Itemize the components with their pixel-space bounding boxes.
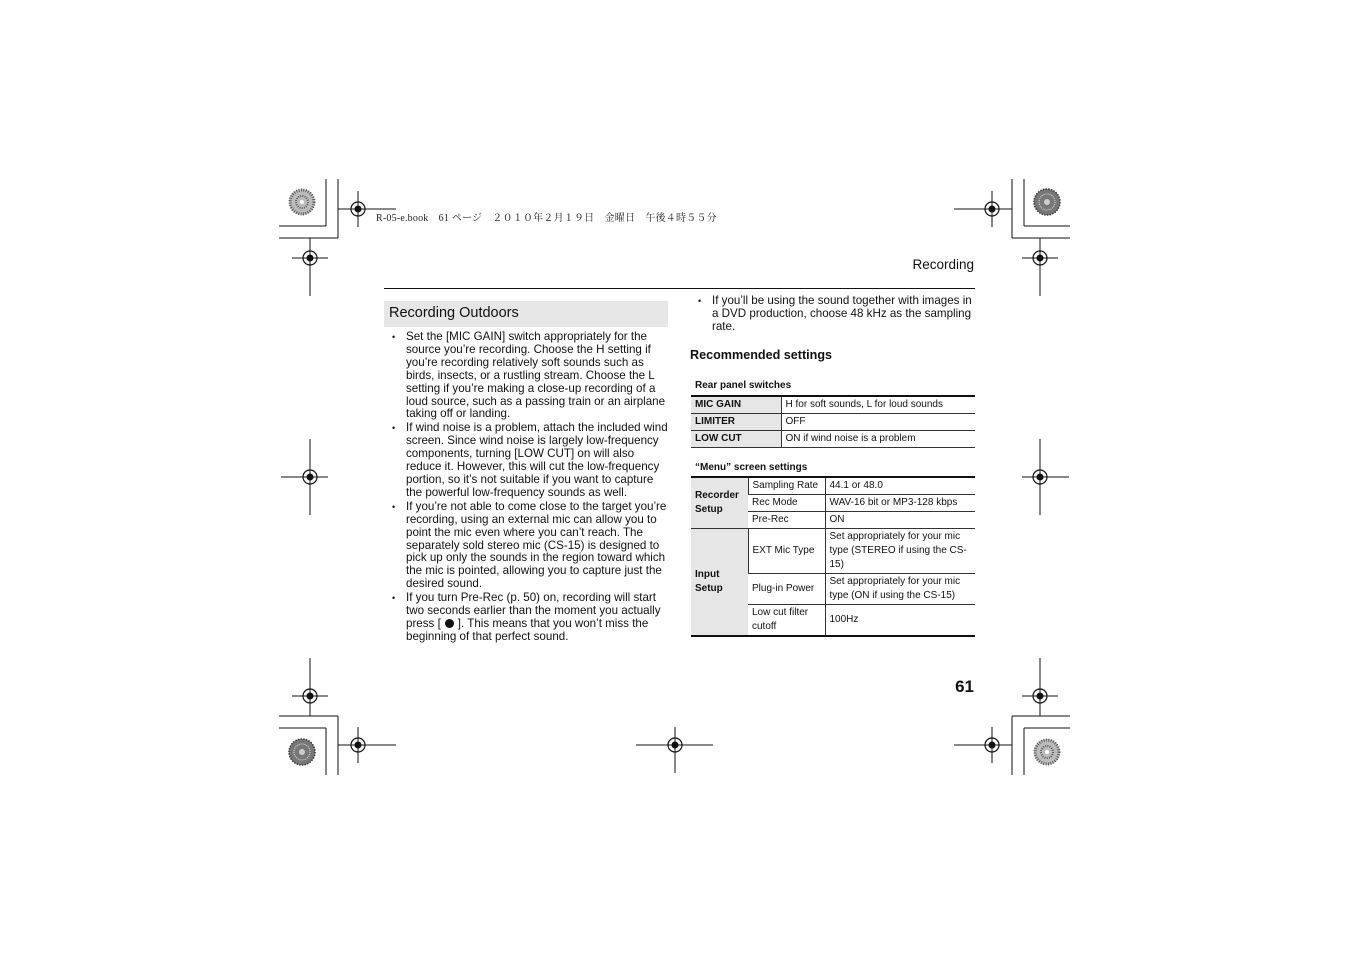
menu-settings-table	[691, 476, 975, 637]
header-rule	[384, 288, 975, 289]
table-value: 44.1 or 48.0	[825, 477, 975, 495]
recommended-settings-heading: Recommended settings	[690, 348, 833, 362]
table-value: Set appropriately for your mic type (ON if using the CS-15)	[825, 574, 975, 605]
rear-panel-table	[691, 395, 975, 448]
table-value: WAV-16 bit or MP3-128 kbps	[825, 495, 975, 512]
table-group: Input Setup	[691, 529, 748, 637]
list-item-text: If you turn Pre-Rec (p. 50) on, recording will start two seconds earlier than the moment you actually press [	[406, 591, 661, 630]
page-number: 61	[955, 677, 974, 696]
record-dot-icon	[445, 619, 454, 628]
table-item: Sampling Rate	[748, 477, 825, 495]
running-head: Recording	[912, 257, 974, 272]
table-value: H for soft sounds, L for loud sounds	[781, 396, 975, 414]
section-heading	[384, 301, 668, 327]
menu-caption: “Menu” screen settings	[695, 462, 808, 473]
rear-panel-caption: Rear panel switches	[695, 380, 792, 391]
table-value: Set appropriately for your mic type (STEREO if using the CS-15)	[825, 529, 975, 574]
table-row	[691, 431, 975, 448]
list-item: • If you’ll be using the sound together with images in a DVD production, choose 48 kHz as the sampling rate.	[690, 295, 975, 334]
list-item: • Set the [MIC GAIN] switch appropriately for the source you’re recording. Choose the H setting if you’re recording relatively soft sounds such as birds, insects, or a rustling stream. Choose the L setting if you’re making a close-up recording of a loud source, such as a passing train or an airplane taking off or landing.	[384, 331, 668, 421]
table-key: LIMITER	[691, 414, 781, 431]
table-item: EXT Mic Type	[748, 529, 825, 574]
list-item: • If you’re not able to come close to the target you’re recording, using an external mic can allow you to point the mic even where you can’t reach. The separately sold stereo mic (CS-15) is designed to pick up only the sounds in the region toward which the mic is pointed, allowing you to capture just the desired sound.	[384, 501, 668, 591]
table-row	[691, 414, 975, 431]
table-item: Low cut filter cutoff	[748, 605, 825, 637]
tips-list	[384, 331, 668, 645]
table-row	[691, 529, 975, 574]
table-item: Plug-in Power	[748, 574, 825, 605]
list-item	[384, 592, 668, 644]
table-row	[691, 396, 975, 414]
list-item: • If wind noise is a problem, attach the included wind screen. Since wind noise is largely low-frequency components, turning [LOW CUT] on will also reduce it. However, this will cut the low-frequency portion, so it’s not suitable if you want to capture the powerful low-frequency sounds as well.	[384, 422, 668, 499]
table-row	[691, 477, 975, 495]
list-item-text: ]. This means that you won’t miss the beginning of that perfect sound.	[406, 616, 649, 643]
table-key: LOW CUT	[691, 431, 781, 448]
table-value: ON if wind noise is a problem	[781, 431, 975, 448]
print-header: R-05-e.book 61 ページ ２０１０年２月１９日 金曜日 午後４時５５分	[376, 213, 717, 224]
table-value: OFF	[781, 414, 975, 431]
table-value: ON	[825, 512, 975, 529]
table-group: Recorder Setup	[691, 477, 748, 529]
section-heading-text: Recording Outdoors	[389, 305, 519, 321]
table-item: Rec Mode	[748, 495, 825, 512]
table-key: MIC GAIN	[691, 396, 781, 414]
tips-list-continued	[690, 295, 975, 335]
table-value: 100Hz	[825, 605, 975, 637]
table-item: Pre-Rec	[748, 512, 825, 529]
